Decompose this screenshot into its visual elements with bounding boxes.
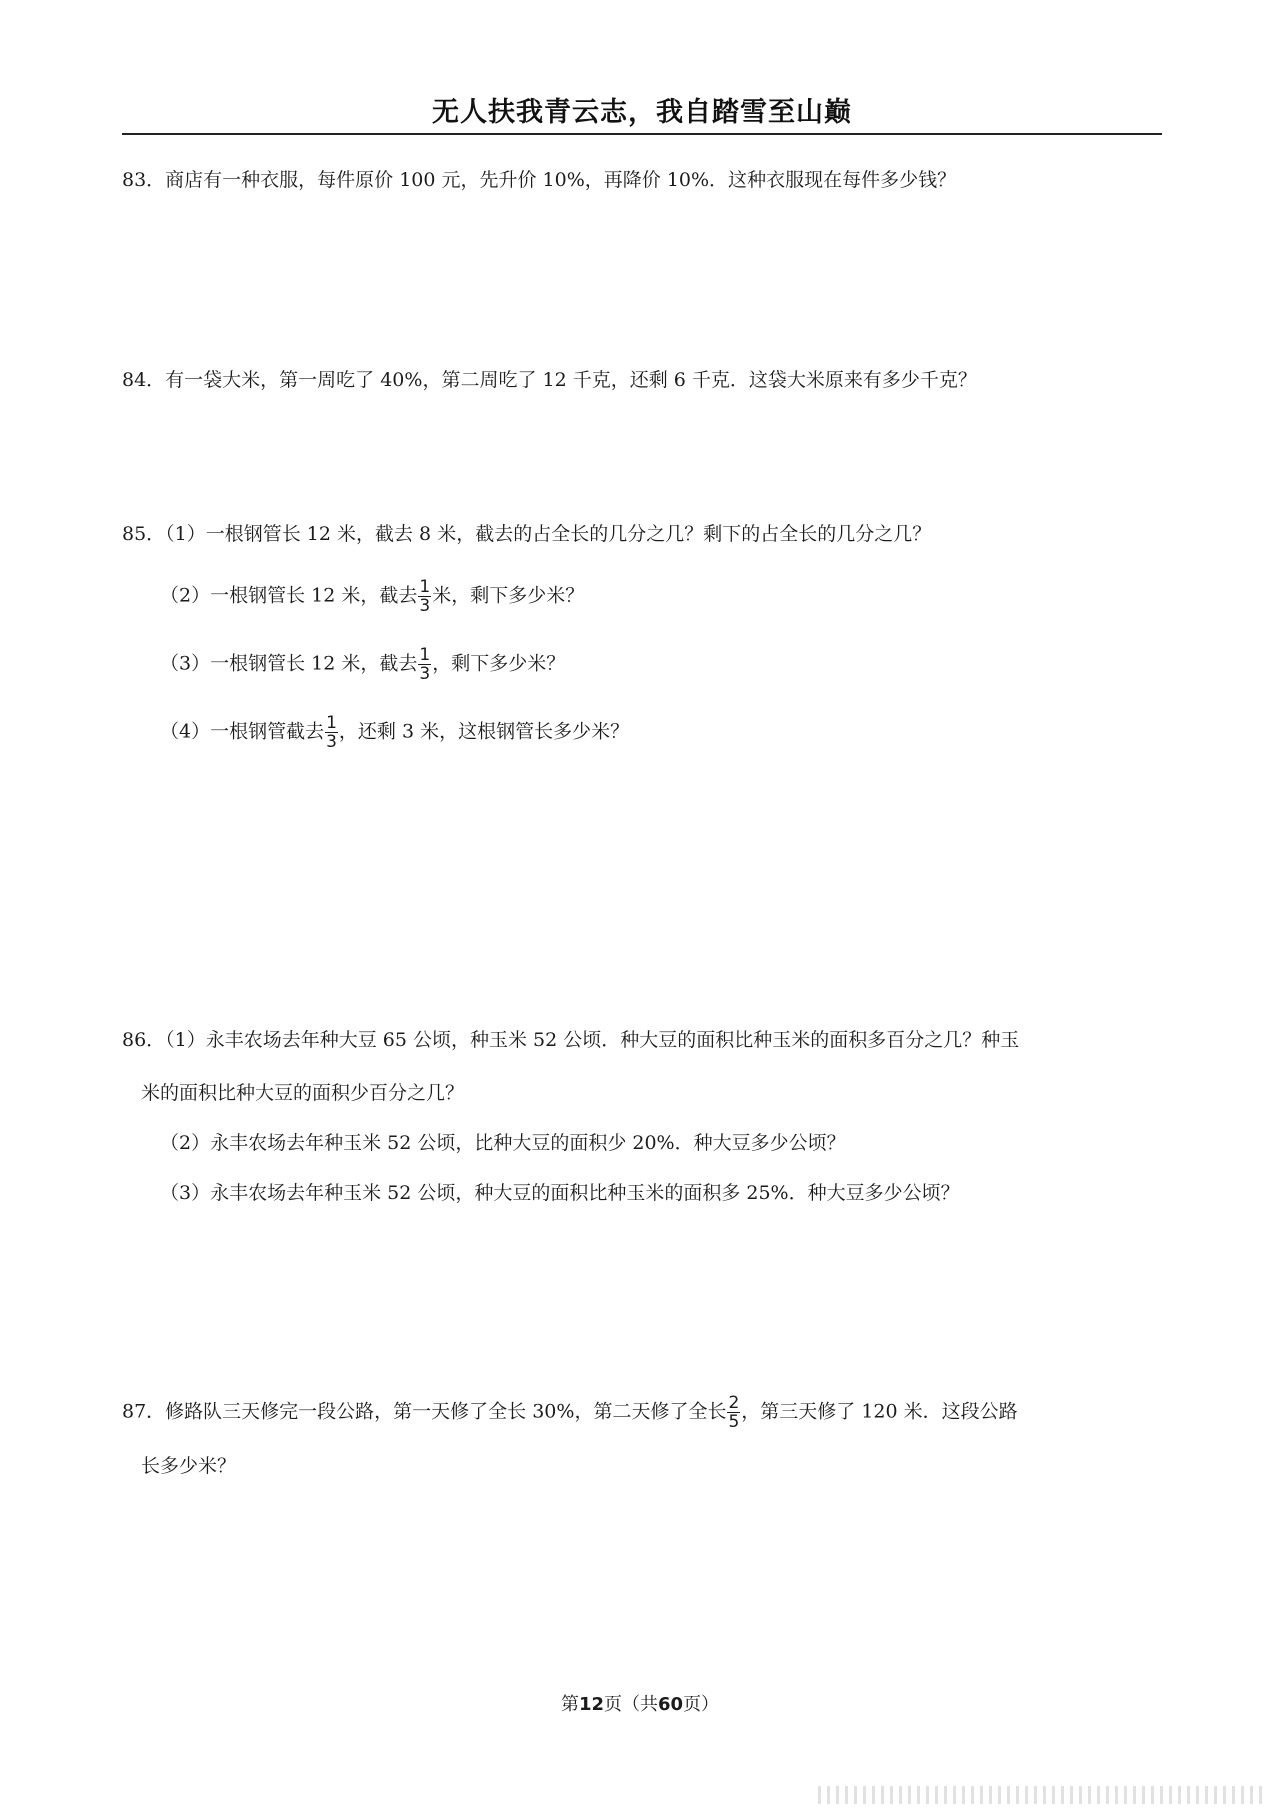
fraction-denominator: 3: [326, 732, 337, 752]
question-85-part-2: [160, 578, 584, 615]
question-86-part-2: （2）永丰农场去年种玉米 52 公顷，比种大豆的面积少 20%．种大豆多少公顷？: [160, 1132, 846, 1154]
fraction-denominator: 3: [419, 596, 431, 616]
current-page: 12: [578, 1694, 604, 1715]
total-pages: 60: [658, 1694, 684, 1715]
question-86-part-1-continued: 米的面积比种大豆的面积少百分之几？: [141, 1082, 465, 1104]
fraction-numerator: 1: [419, 645, 431, 665]
page-suffix: 页）: [683, 1694, 720, 1715]
question-text: ，剩下多少米？: [432, 652, 566, 675]
question-text: ，还剩 3 米，这根钢管长多少米？: [338, 720, 630, 743]
question-text: 87．修路队三天修完一段公路，第一天修了全长 30%，第二天修了全长: [122, 1400, 727, 1423]
fraction-denominator: 5: [728, 1412, 740, 1432]
fraction: [418, 646, 431, 683]
page-prefix: 第: [560, 1694, 579, 1715]
fraction-denominator: 3: [419, 664, 431, 684]
question-text: ，第三天修了 120 米．这段公路: [741, 1400, 1018, 1423]
watermark-strip: [818, 1786, 1268, 1804]
question-83: 83．商店有一种衣服，每件原价 100 元，先升价 10%，再降价 10%．这种衣服现在每件多少钱？: [122, 169, 957, 191]
question-text: （4）一根钢管截去: [160, 720, 325, 743]
question-86-part-1: 86．（1）永丰农场去年种大豆 65 公顷，种玉米 52 公顷．种大豆的面积比种玉米的面积多百分之几？种玉: [122, 1029, 1020, 1051]
question-text: （3）一根钢管长 12 米，截去: [160, 652, 418, 675]
question-84: 84．有一袋大米，第一周吃了 40%，第二周吃了 12 千克，还剩 6 千克．这袋大米原来有多少千克？: [122, 369, 977, 391]
page-number: [0, 1690, 1280, 1716]
header-divider: [122, 133, 1162, 135]
fraction-numerator: 1: [419, 577, 431, 597]
fraction-numerator: 1: [326, 713, 337, 733]
fraction-numerator: 2: [728, 1393, 740, 1413]
header-title: 无人扶我青云志，我自踏雪至山巅: [432, 97, 852, 128]
fraction: [325, 714, 338, 751]
question-85-part-1: 85．（1）一根钢管长 12 米，截去 8 米，截去的占全长的几分之几？剩下的占全长的几分之几？: [122, 523, 932, 545]
question-87: [122, 1394, 1018, 1431]
question-85-part-4: [160, 714, 629, 751]
question-87-continued: 长多少米？: [141, 1455, 237, 1477]
fraction: [727, 1394, 740, 1431]
page-middle: 页（共: [604, 1694, 658, 1715]
question-85-part-3: [160, 646, 565, 683]
fraction: [418, 578, 431, 615]
question-text: 米，剩下多少米？: [432, 584, 585, 607]
question-86-part-3: （3）永丰农场去年种玉米 52 公顷，种大豆的面积比种玉米的面积多 25%．种大豆多少公顷？: [160, 1182, 960, 1204]
question-text: （2）一根钢管长 12 米，截去: [160, 584, 418, 607]
